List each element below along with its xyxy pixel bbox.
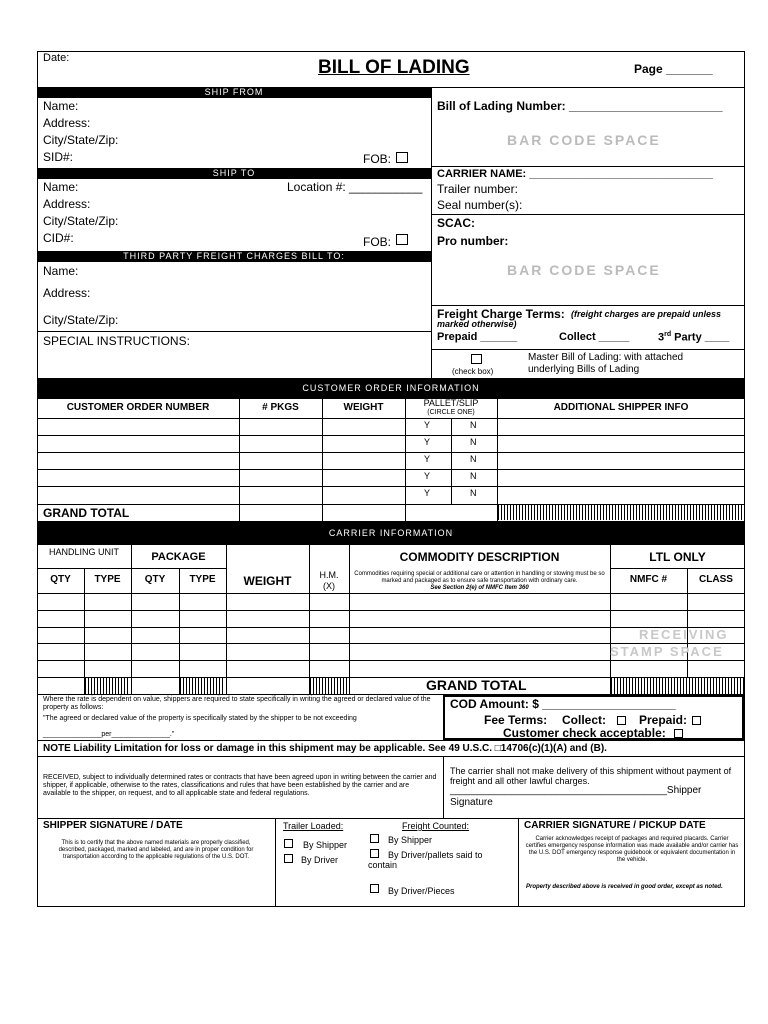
- trailer-by-shipper: By Shipper: [303, 840, 348, 850]
- bar-code-space-1: BAR CODE SPACE: [507, 132, 661, 148]
- weight-header: WEIGHT: [243, 574, 292, 588]
- freight-terms-note: (freight charges are prepaid unless marked otherwise): [437, 309, 722, 330]
- pkg-qty-header: QTY: [144, 574, 166, 585]
- ship-from-address: Address:: [43, 116, 91, 130]
- col-pallet-slip: PALLET/SLIP: [423, 398, 479, 408]
- ship-to-location: Location #: ___________: [287, 180, 423, 194]
- check-box-label: (check box): [452, 367, 494, 376]
- third-party-bar: THIRD PARTY FREIGHT CHARGES BILL TO:: [37, 251, 431, 262]
- ship-from-city: City/State/Zip:: [43, 133, 119, 147]
- carrier-col-line: [179, 568, 180, 694]
- right-line-2: [431, 214, 745, 215]
- nmfc-header: NMFC #: [629, 574, 668, 585]
- ltl-hatch: [611, 678, 744, 694]
- form-title: BILL OF LADING: [318, 57, 470, 78]
- carrier-col-line: [131, 545, 132, 694]
- trailer-by-shipper-checkbox[interactable]: [284, 839, 293, 848]
- commodity-note: Commodities requiring special or additional care or attention in handling or stowing must be so marked and packaged as to ensure safe transportation with ordinary care.: [354, 571, 605, 584]
- pallet-yes[interactable]: Y: [424, 488, 431, 498]
- ship-to-fob-checkbox[interactable]: [396, 234, 408, 245]
- third-party-name: Name:: [43, 264, 79, 278]
- ship-to-address: Address:: [43, 197, 91, 211]
- fee-terms-label: Fee Terms:: [484, 713, 548, 727]
- order-col-line: [497, 398, 498, 521]
- page-label: Page _______: [634, 62, 713, 76]
- fee-collect-label: Collect:: [562, 713, 607, 727]
- hu-type-header: TYPE: [94, 574, 121, 585]
- shipper-certification: This is to certify that the above named materials are properly classified, described, packaged, marked and labeled, and are in proper condition for transportation according to the applicable regulations of the U.S. DOT.: [58, 840, 254, 860]
- trailer-number: Trailer number:: [437, 182, 518, 196]
- master-bol-checkbox[interactable]: [471, 354, 482, 364]
- order-col-line: [405, 398, 406, 521]
- third-party-term: 3rd Party ____: [658, 331, 730, 344]
- order-grand-total: GRAND TOTAL: [43, 506, 130, 520]
- order-row-line: [37, 435, 745, 436]
- col-circle-one: (CIRCLE ONE): [427, 409, 475, 416]
- trailer-loaded-label: Trailer Loaded:: [283, 821, 344, 831]
- seal-number: Seal number(s):: [437, 198, 523, 212]
- pkg-type-header: TYPE: [189, 574, 216, 585]
- value-note-line1: Where the rate is dependent on value, shippers are required to state specifically in writing the agreed or declared value of the property as follows:: [43, 696, 431, 711]
- note-top-line: [37, 740, 745, 741]
- trailer-by-driver-checkbox[interactable]: [284, 854, 293, 863]
- ship-from-sid: SID#:: [43, 150, 74, 164]
- fc-by-shipper-checkbox[interactable]: [370, 834, 379, 843]
- shipper-signature-title: SHIPPER SIGNATURE / DATE: [43, 820, 183, 831]
- date-label: Date:: [43, 52, 70, 64]
- carrier-good-order-note: Property described above is received in good order, except as noted.: [526, 884, 723, 890]
- pallet-yes[interactable]: Y: [424, 471, 431, 481]
- carrier-col-line: [610, 545, 611, 694]
- order-total-hatch: [498, 505, 744, 520]
- fee-prepaid-checkbox[interactable]: [692, 716, 701, 725]
- bar-code-space-2: BAR CODE SPACE: [507, 262, 661, 278]
- order-col-line: [322, 398, 323, 521]
- carrier-name: CARRIER NAME: ______________________________: [437, 168, 713, 180]
- fee-collect-checkbox[interactable]: [617, 716, 626, 725]
- carrier-payment-text: The carrier shall not make delivery of this shipment without payment of freight and all other lawful charges.: [450, 766, 732, 787]
- ship-from-name: Name:: [43, 99, 79, 113]
- received-divider: [443, 756, 444, 818]
- ship-to-name: Name:: [43, 180, 79, 194]
- value-note-line3: _______________per_______________.": [43, 731, 175, 738]
- class-header: CLASS: [699, 574, 733, 585]
- pallet-no[interactable]: N: [470, 471, 477, 481]
- carrier-info-bar: CARRIER INFORMATION: [37, 521, 745, 545]
- order-row-line: [37, 469, 745, 470]
- freight-counted-label: Freight Counted:: [402, 821, 470, 831]
- col-additional-info: ADDITIONAL SHIPPER INFO: [553, 402, 689, 413]
- scac: SCAC:: [437, 216, 475, 230]
- carrier-signature-title: CARRIER SIGNATURE / PICKUP DATE: [524, 820, 706, 831]
- hm-header: H.M.: [319, 570, 339, 580]
- carrier-grand-total: GRAND TOTAL: [426, 677, 527, 693]
- ship-to-fob-label: FOB:: [363, 235, 392, 249]
- sig-divider-2: [518, 818, 519, 907]
- note-bottom-line: [37, 756, 745, 757]
- carrier-col-line: [226, 545, 227, 694]
- hu-qty-header: QTY: [50, 574, 71, 585]
- receiving-label: RECEIVING: [639, 627, 729, 642]
- hm-hatch: [310, 678, 348, 694]
- right-top-line: [431, 87, 745, 88]
- fc-by-pieces-checkbox[interactable]: [370, 884, 379, 893]
- pallet-no[interactable]: N: [470, 437, 477, 447]
- order-row-line: [37, 486, 745, 487]
- carrier-row-line: [37, 593, 745, 594]
- pallet-no[interactable]: N: [470, 488, 477, 498]
- order-yn-divider: [451, 418, 452, 504]
- carrier-certification: Carrier acknowledges receipt of packages and required placards. Carrier certifies emergency response information was made available and/or carrier has the U.S. DOT emergency response guidebook or equivalent documentation in the vehicle.: [525, 836, 739, 863]
- right-line-4: [431, 349, 745, 350]
- pallet-yes[interactable]: Y: [424, 420, 431, 430]
- carrier-row-line: [37, 660, 745, 661]
- cod-amount: COD Amount: $ ____________________: [450, 697, 676, 711]
- customer-check-checkbox[interactable]: [674, 729, 683, 738]
- third-party-address: Address:: [43, 286, 91, 300]
- trailer-by-driver: By Driver: [301, 855, 339, 865]
- ship-from-bar: SHIP FROM: [37, 87, 431, 98]
- bol-number: Bill of Lading Number: _______________________: [437, 99, 723, 113]
- prepaid-term: Prepaid ______: [437, 331, 518, 343]
- hu-type-hatch: [85, 678, 130, 694]
- value-note-line2: "The agreed or declared value of the property is specifically stated by the shipper to be not exceeding: [43, 715, 357, 722]
- ltl-only-header: LTL ONLY: [649, 550, 706, 564]
- received-text: RECEIVED, subject to individually determined rates or contracts that have been agreed upon in writing between the carrier and shipper, if applicable, otherwise to the rates, classifications and rules that have been established by the carrier and are available to the shipper, on request, and to all applicable state and federal regulations.: [43, 774, 437, 797]
- pallet-no[interactable]: N: [470, 454, 477, 464]
- commodity-header: COMMODITY DESCRIPTION: [399, 550, 560, 564]
- carrier-col-line: [84, 568, 85, 694]
- order-row-line: [37, 398, 745, 399]
- ship-to-bar: SHIP TO: [37, 168, 431, 179]
- fc-by-pieces: By Driver/Pieces: [388, 886, 455, 896]
- signature-label: Signature: [450, 797, 493, 808]
- pallet-yes[interactable]: Y: [424, 454, 431, 464]
- right-line-3: [431, 305, 745, 306]
- freight-charge-terms: Freight Charge Terms:: [437, 307, 565, 321]
- fc-by-driver: By Driver/pallets said to contain: [368, 850, 483, 871]
- shipper-signature-line: _______________________________________Shipper: [450, 785, 702, 796]
- handling-unit-header: HANDLING UNIT: [48, 547, 119, 557]
- right-line-1: [431, 166, 745, 167]
- master-bol-text: Master Bill of Lading: with attached underlying Bills of Lading: [528, 352, 684, 375]
- collect-term: Collect _____: [559, 331, 630, 343]
- third-party-city: City/State/Zip:: [43, 313, 119, 327]
- carrier-col-line: [309, 545, 310, 694]
- hm-x-header: (X): [323, 581, 335, 591]
- ship-from-fob-checkbox[interactable]: [396, 152, 408, 163]
- center-divider: [431, 87, 432, 378]
- col-customer-order-number: CUSTOMER ORDER NUMBER: [66, 402, 210, 413]
- pallet-no[interactable]: N: [470, 420, 477, 430]
- order-row-line: [37, 418, 745, 419]
- pro-number: Pro number:: [437, 234, 509, 248]
- fee-prepaid-label: Prepaid:: [639, 713, 688, 727]
- ship-to-cid: CID#:: [43, 231, 74, 245]
- special-line: [37, 331, 431, 332]
- order-col-line: [239, 398, 240, 521]
- liability-note: NOTE Liability Limitation for loss or damage in this shipment may be applicable. See 49 U.S.C. □14706(c)(1)(A) and (B).: [43, 743, 607, 754]
- col-weight: WEIGHT: [343, 402, 384, 413]
- special-instructions: SPECIAL INSTRUCTIONS:: [43, 334, 190, 348]
- fc-by-shipper: By Shipper: [388, 835, 433, 845]
- ship-to-city: City/State/Zip:: [43, 214, 119, 228]
- customer-order-bar: CUSTOMER ORDER INFORMATION: [37, 378, 745, 398]
- commodity-ref: See Section 2(e) of NMFC Item 360: [430, 585, 529, 591]
- col-pkgs: # PKGS: [262, 402, 299, 413]
- pkg-type-hatch: [180, 678, 225, 694]
- sig-divider-1: [275, 818, 276, 907]
- ship-from-fob-label: FOB:: [363, 152, 392, 166]
- signatures-top-line: [37, 818, 745, 819]
- pallet-yes[interactable]: Y: [424, 437, 431, 447]
- carrier-row-line: [37, 610, 745, 611]
- customer-check-label: Customer check acceptable:: [503, 726, 666, 740]
- package-header: PACKAGE: [151, 551, 206, 563]
- carrier-col-line: [349, 545, 350, 694]
- order-row-line: [37, 452, 745, 453]
- ltl-sub-line: [610, 568, 745, 569]
- stamp-space-label: STAMP SPACE: [610, 644, 724, 659]
